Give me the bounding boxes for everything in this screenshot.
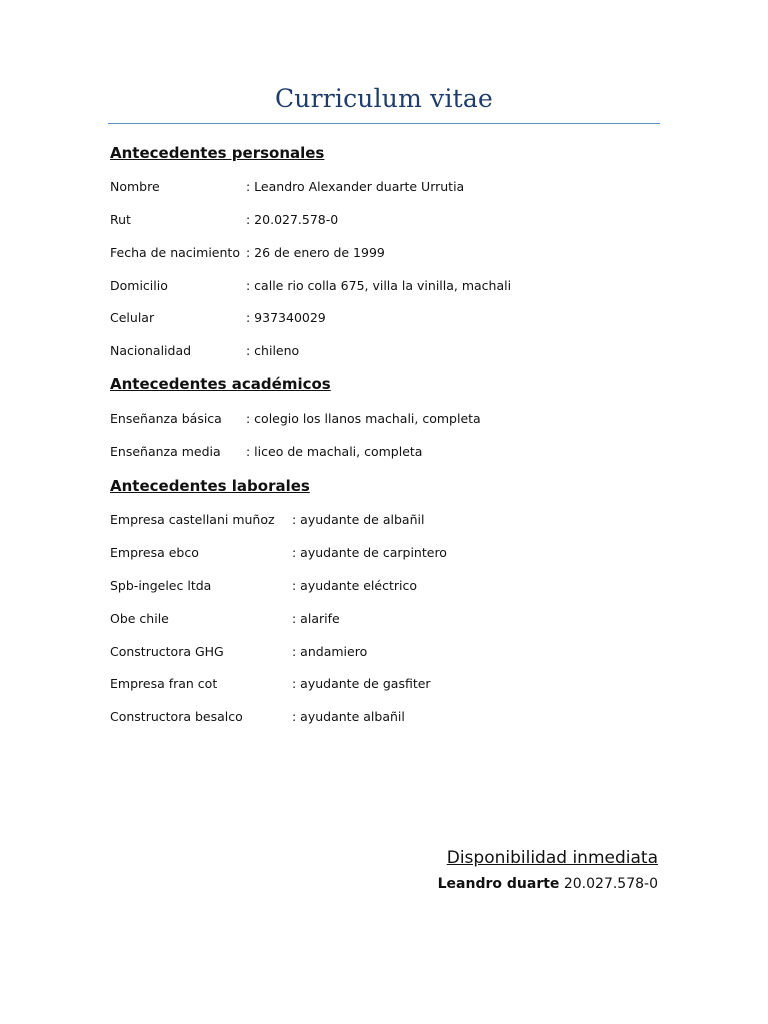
row-label: Celular <box>110 310 155 325</box>
row-value: : colegio los llanos machali, completa <box>246 411 481 426</box>
row-value: : 937340029 <box>246 310 326 325</box>
heading-work: Antecedentes laborales <box>110 477 310 495</box>
row-label: Constructora besalco <box>110 709 243 724</box>
row-label: Constructora GHG <box>110 644 224 659</box>
row-label: Enseñanza básica <box>110 411 222 426</box>
row-label: Empresa ebco <box>110 545 199 560</box>
row-value: : chileno <box>246 343 300 358</box>
signature <box>438 876 658 892</box>
row-label: Nacionalidad <box>110 343 192 358</box>
row-label: Enseñanza media <box>110 444 221 459</box>
row-value: : Leandro Alexander duarte Urrutia <box>246 179 465 194</box>
row-label: Nombre <box>110 179 160 194</box>
row-label: Empresa fran cot <box>110 676 218 691</box>
row-label: Obe chile <box>110 611 169 626</box>
row-label: Fecha de nacimiento <box>110 245 240 260</box>
row-value: : 26 de enero de 1999 <box>246 245 385 260</box>
heading-personal: Antecedentes personales <box>110 144 325 162</box>
row-value: : 20.027.578-0 <box>246 212 339 227</box>
row-value: : calle rio colla 675, villa la vinilla, machali <box>246 278 512 293</box>
document-title: Curriculum vitae <box>274 84 494 113</box>
row-value: : andamiero <box>292 644 368 659</box>
row-value: : ayudante de albañil <box>292 512 425 527</box>
signature-rut: 20.027.578-0 <box>559 876 658 892</box>
row-label: Empresa castellani muñoz <box>110 512 275 527</box>
row-value: : ayudante albañil <box>292 709 405 724</box>
heading-academic: Antecedentes académicos <box>110 375 331 393</box>
availability-note: Disponibilidad inmediata <box>446 848 658 868</box>
row-value: : ayudante de gasfiter <box>292 676 431 691</box>
row-value: : liceo de machali, completa <box>246 444 423 459</box>
row-value: : alarife <box>292 611 340 626</box>
row-label: Rut <box>110 212 131 227</box>
row-label: Spb-ingelec ltda <box>110 578 212 593</box>
row-value: : ayudante eléctrico <box>292 578 418 593</box>
signature-name: Leandro duarte <box>437 876 560 892</box>
row-value: : ayudante de carpintero <box>292 545 447 560</box>
title-divider <box>108 123 660 124</box>
row-label: Domicilio <box>110 278 168 293</box>
